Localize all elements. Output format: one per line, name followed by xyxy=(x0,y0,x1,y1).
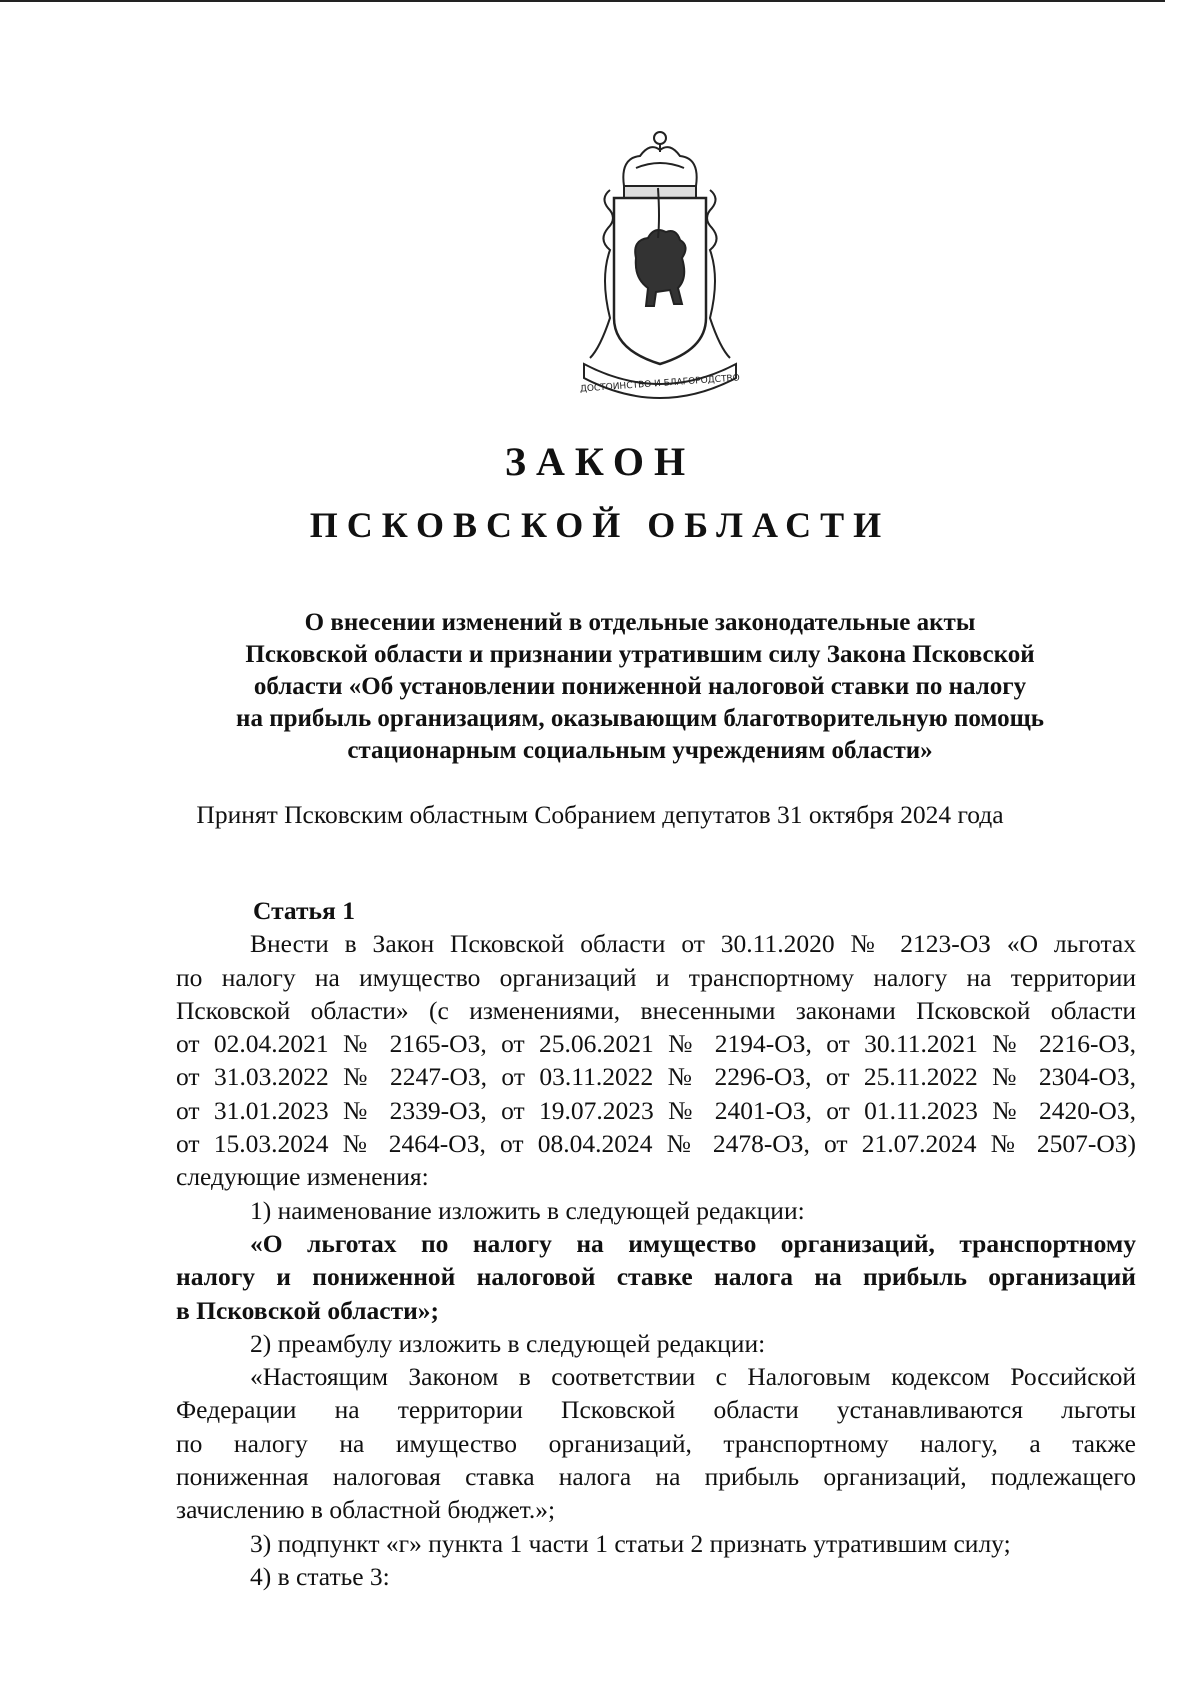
item-2-text: зачислению в областной бюджет.»; xyxy=(176,1495,556,1525)
article-title: Статья 1 xyxy=(253,896,355,925)
article-line: от 15.03.2024 № 2464-ОЗ, от 08.04.2024 № 2478-ОЗ, от 21.07.2024 № 2507-ОЗ) xyxy=(176,1129,1136,1159)
item-2-text: по налогу на имущество организаций, транспортному налогу, а также xyxy=(176,1428,1136,1458)
document-type: ЗАКОН xyxy=(504,439,696,484)
heading-line: Псковской области и признании утратившим силу Закона Псковской xyxy=(245,641,1035,668)
item-4: 4) в статье 3: xyxy=(250,1561,390,1591)
article-line: Псковской области» (с изменениями, внесенными законами Псковской области xyxy=(176,995,1136,1025)
item-1-text: «О льготах по налогу на имущество организаций, транспортному xyxy=(250,1228,1136,1258)
adoption-note: Принят Псковским областным Собранием депутатов 31 октября 2024 года xyxy=(196,800,1004,829)
item-2-text: «Настоящим Законом в соответствии с Налоговым кодексом Российской xyxy=(250,1362,1136,1392)
region-name: ПСКОВСКОЙ ОБЛАСТИ xyxy=(309,505,891,545)
item-2-text: Федерации на территории Псковской области устанавливаются льготы xyxy=(176,1395,1136,1425)
item-2-text: пониженная налоговая ставка налога на прибыль организаций, подлежащего xyxy=(176,1462,1136,1492)
document-body xyxy=(176,894,1136,1593)
article-line: от 31.03.2022 № 2247-ОЗ, от 03.11.2022 № 2296-ОЗ, от 25.11.2022 № 2304-ОЗ, xyxy=(176,1062,1136,1092)
item-1-text: в Псковской области»; xyxy=(176,1295,440,1325)
item-1-text: налогу и пониженной налоговой ставке налога на прибыль организаций xyxy=(176,1262,1136,1292)
article-line: от 02.04.2021 № 2165-ОЗ, от 25.06.2021 № 2194-ОЗ, от 30.11.2021 № 2216-ОЗ, xyxy=(176,1029,1136,1059)
top-border-line xyxy=(0,0,1165,2)
item-1: 1) наименование изложить в следующей редакции: xyxy=(250,1195,805,1225)
svg-text:ДОСТОИНСТВО И БЛАГОРОДСТВО: ДОСТОИНСТВО И БЛАГОРОДСТВО xyxy=(579,373,741,395)
law-heading xyxy=(170,607,1110,767)
item-2: 2) преамбулу изложить в следующей редакции: xyxy=(250,1328,766,1358)
article-line: Внести в Закон Псковской области от 30.11.2020 № 2123-ОЗ «О льготах xyxy=(250,929,1136,959)
article-line: от 31.01.2023 № 2339-ОЗ, от 19.07.2023 № 2401-ОЗ, от 01.11.2023 № 2420-ОЗ, xyxy=(176,1095,1136,1125)
item-3: 3) подпункт «г» пункта 1 части 1 статьи 2 признать утратившим силу; xyxy=(250,1528,1011,1558)
article-line: следующие изменения: xyxy=(176,1162,429,1192)
heading-line: на прибыль организациям, оказывающим благотворительную помощь xyxy=(236,705,1044,732)
heading-line: стационарным социальным учреждениям области» xyxy=(347,737,933,764)
heading-line: О внесении изменений в отдельные законодательные акты xyxy=(304,609,976,636)
coat-of-arms-icon xyxy=(570,128,750,406)
article-line: по налогу на имущество организаций и транспортному налогу на территории xyxy=(176,962,1136,992)
heading-line: области «Об установлении пониженной налоговой ставки по налогу xyxy=(253,673,1027,700)
